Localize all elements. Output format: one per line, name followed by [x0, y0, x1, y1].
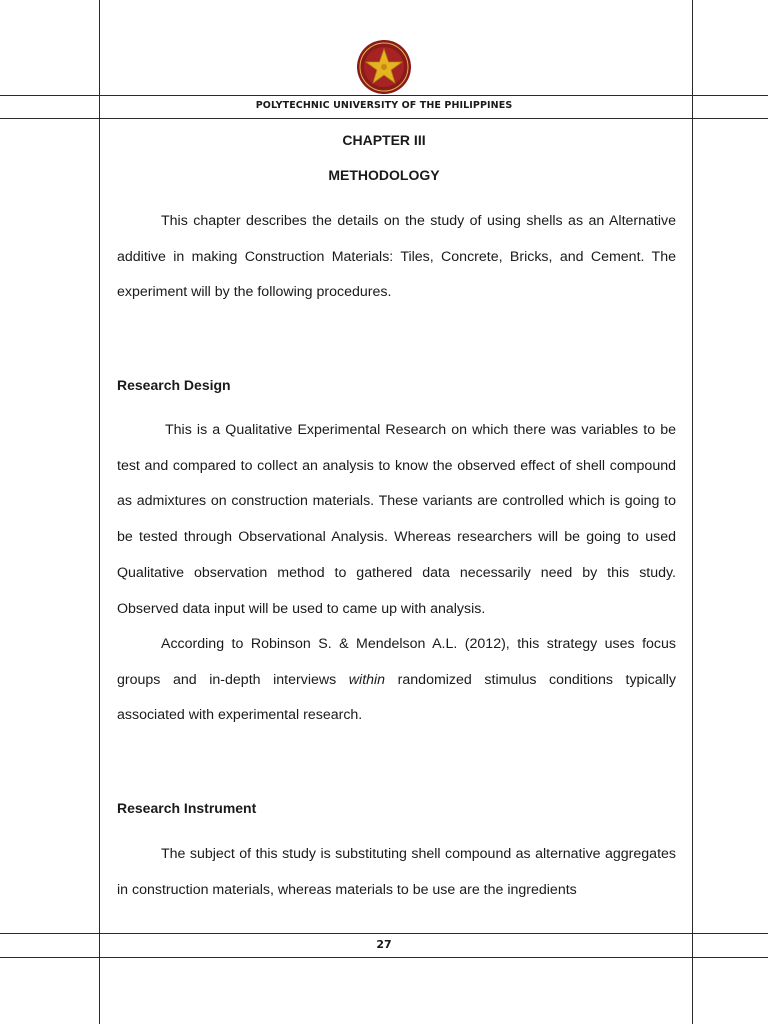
footer-bottom-rule	[0, 957, 768, 958]
left-margin-line	[99, 0, 100, 1024]
research-design-heading: Research Design	[117, 377, 231, 393]
research-instrument-heading: Research Instrument	[117, 800, 257, 816]
university-name: POLYTECHNIC UNIVERSITY OF THE PHILIPPINES	[255, 100, 513, 111]
chapter-title: METHODOLOGY	[328, 167, 440, 183]
research-instrument-p1-text: The subject of this study is substituting shell compound as alternative aggregates in construction materials, whereas materials to be use are the ingredients	[117, 846, 676, 898]
header-top-rule	[0, 95, 768, 96]
intro-paragraph	[117, 204, 676, 311]
right-margin-line	[692, 0, 693, 1024]
intro-text: This chapter describes the details on the study of using shells as an Alternative additive in making Construction Materials: Tiles, Concrete, Bricks, and Cement. The experiment will by the following procedures.	[117, 213, 676, 301]
header-bottom-rule	[0, 118, 768, 119]
footer-top-rule	[0, 933, 768, 934]
research-design-p2-after: randomized stimulus conditions typically associated with experimental research.	[117, 671, 676, 724]
university-seal-logo	[352, 39, 416, 95]
research-instrument-paragraph	[117, 837, 676, 908]
research-design-paragraph-2	[117, 627, 676, 734]
research-design-p2-before: According to Robinson S. & Mendelson A.L. (2012), this strategy uses focus groups and in-depth interviews	[117, 636, 676, 688]
research-design-p2-italic: within	[348, 671, 386, 688]
chapter-number: CHAPTER III	[342, 132, 426, 148]
research-design-p1-text: This is a Qualitative Experimental Research on which there was variables to be test and compared to collect an analysis to know the observed effect of shell compound as admixtures on construction materials. These variants are controlled which is going to be tested through Observational Analysis. Whereas researchers will be going to used Qualitative observation method to gathered data necessarily need by this study. Observed data input will be used to came up with analysis.	[117, 422, 676, 617]
research-design-paragraph-1	[117, 413, 676, 627]
page-number: 27	[376, 938, 392, 951]
